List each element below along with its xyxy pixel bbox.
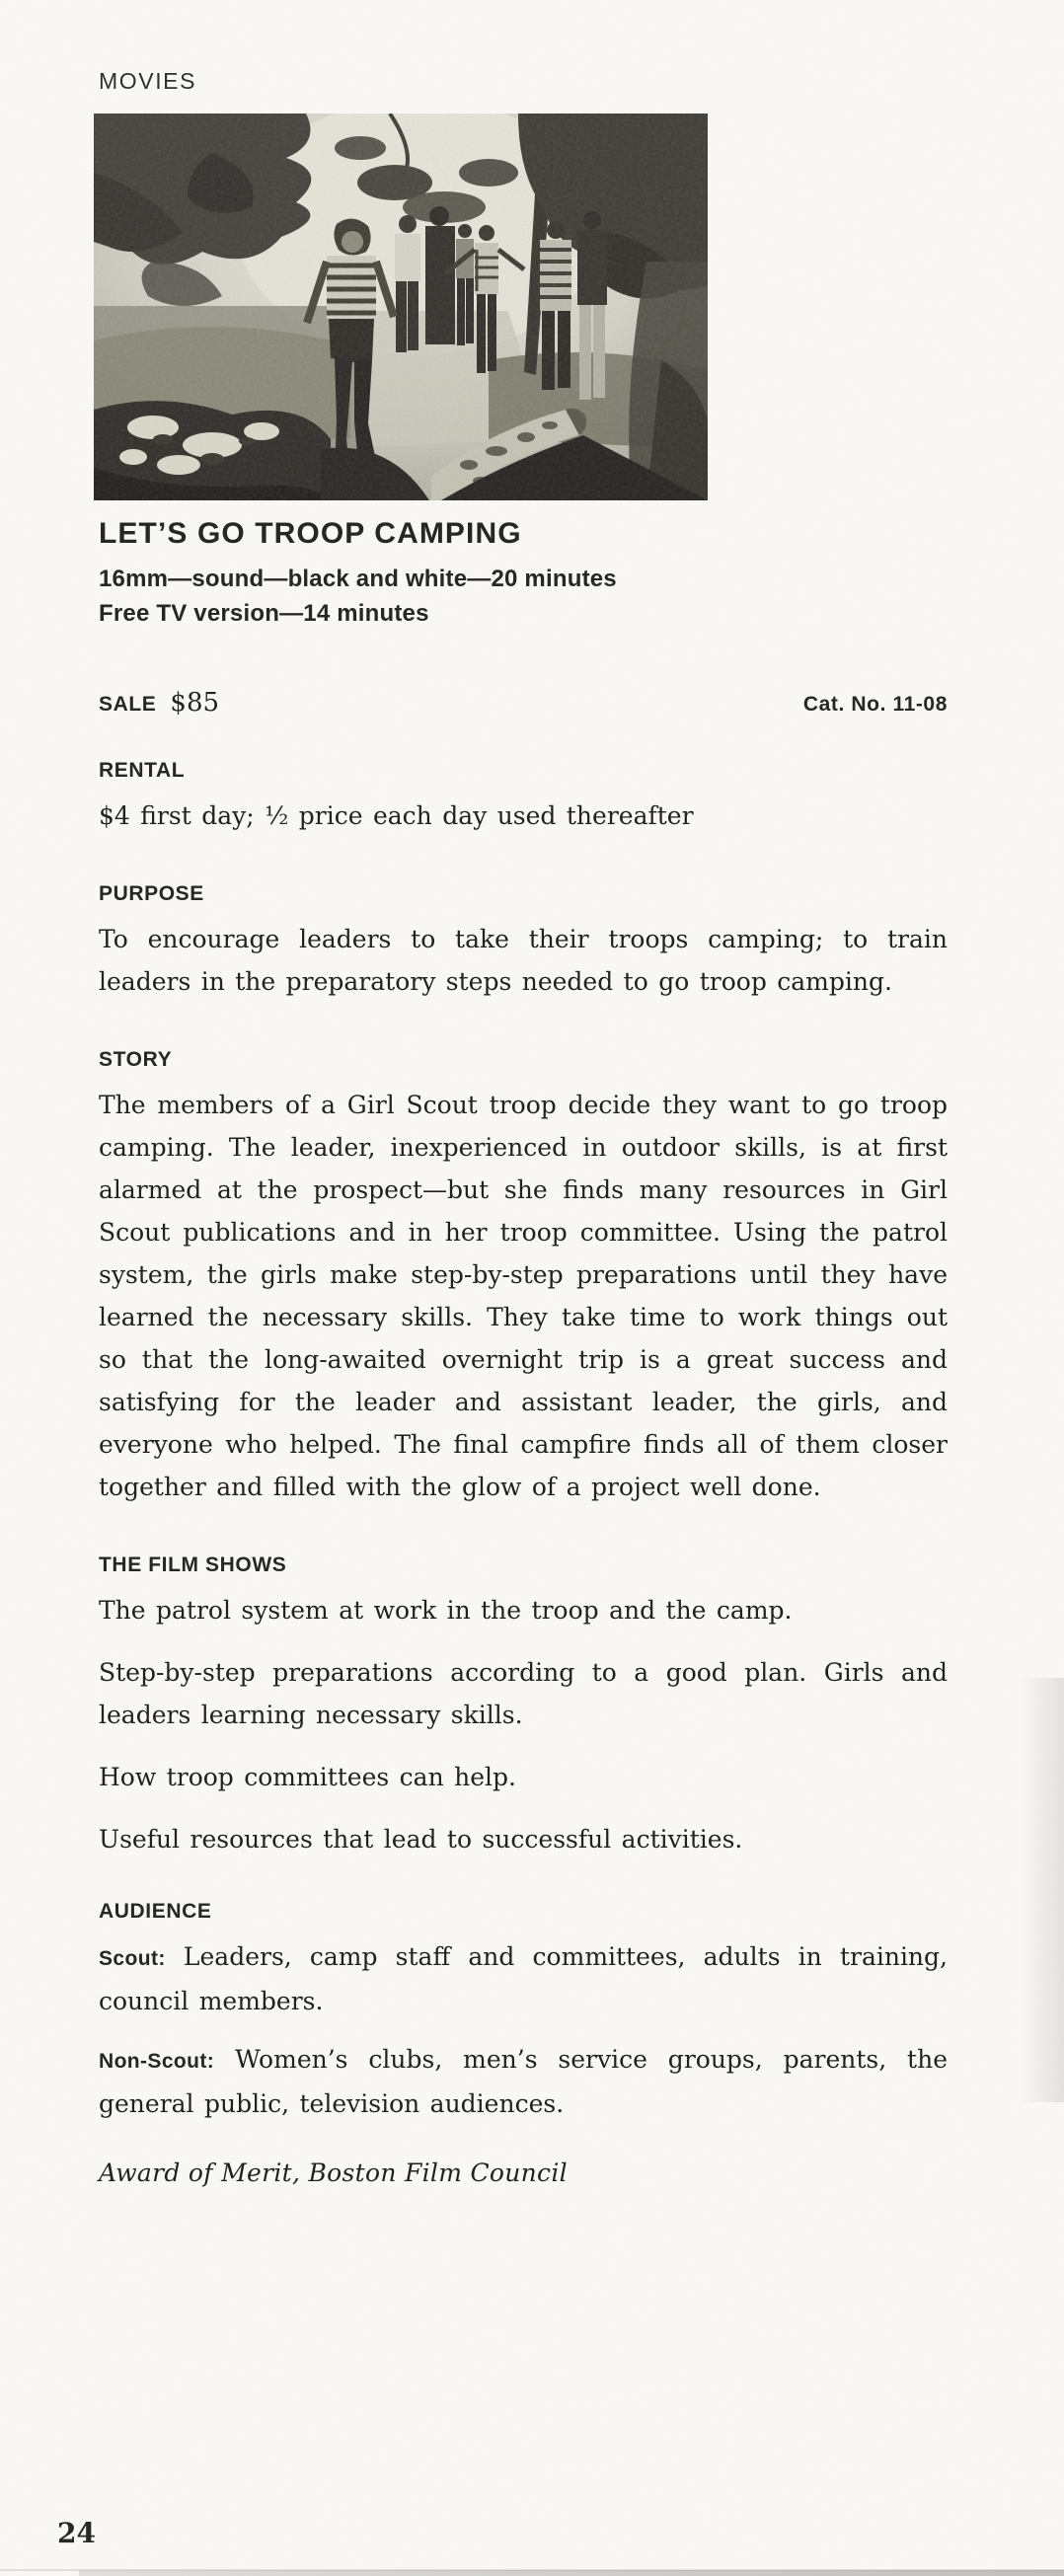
film-format-lines bbox=[99, 562, 948, 631]
rental-terms: $4 first day; ½ price each day used thereafter bbox=[99, 801, 694, 830]
film-title: LET’S GO TROOP CAMPING bbox=[99, 517, 522, 550]
rental-heading: RENTAL bbox=[99, 759, 186, 782]
film-shows-item: Useful resources that lead to successful activities. bbox=[99, 1825, 743, 1854]
scan-artifact-band bbox=[1019, 1678, 1064, 2102]
film-shows-item: The patrol system at work in the troop and the camp. bbox=[99, 1596, 793, 1625]
film-tv-version-line: Free TV version—14 minutes bbox=[99, 600, 429, 627]
scout-body: Leaders, camp staff and committees, adults in training, council members. bbox=[99, 1942, 948, 2015]
page-content bbox=[99, 67, 948, 2187]
film-shows-heading: THE FILM SHOWS bbox=[99, 1553, 287, 1576]
audience-non-scout bbox=[99, 2038, 948, 2125]
scan-artifact-bottom-edge bbox=[79, 2570, 1064, 2576]
scout-label: Scout: bbox=[99, 1947, 166, 1970]
catalog-number: Cat. No. 11-08 bbox=[802, 693, 948, 716]
film-shows-item: Step-by-step preparations according to a good plan. Girls and leaders learning necessary skills. bbox=[99, 1658, 948, 1729]
audience-heading: AUDIENCE bbox=[99, 1900, 212, 1923]
non-scout-body: Women’s clubs, men’s service groups, parents, the general public, television audiences. bbox=[99, 2045, 949, 2118]
audience-section bbox=[99, 1900, 948, 2125]
award-line: Award of Merit, Boston Film Council bbox=[99, 2159, 568, 2187]
page-number: 24 bbox=[57, 2517, 96, 2549]
audience-scout bbox=[99, 1935, 948, 2022]
story-heading: STORY bbox=[99, 1048, 173, 1071]
section-label: MOVIES bbox=[99, 68, 197, 94]
rental-section bbox=[99, 759, 948, 837]
sale-price: $85 bbox=[170, 688, 220, 718]
sale-label: SALE bbox=[99, 693, 157, 716]
purpose-section bbox=[99, 882, 948, 1003]
film-shows-item: How troop committees can help. bbox=[99, 1763, 516, 1791]
story-section bbox=[99, 1048, 948, 1508]
purpose-body: To encourage leaders to take their troops camping; to train leaders in the preparatory steps needed to go troop camping. bbox=[99, 925, 948, 996]
non-scout-label: Non-Scout: bbox=[99, 2050, 215, 2073]
film-shows-section bbox=[99, 1553, 948, 1860]
story-body: The members of a Girl Scout troop decide they want to go troop camping. The leader, inexperienced in outdoor skills, is at first alarmed at the prospect—but she finds many resources in Girl Scout publications and in her troop committee. Using the patrol system, the girls make step-by-step preparations until they have learned the necessary skills. They take time to work things out so that the long-awaited overnight trip is a great success and satisfying for the leader and assistant leader, the girls, and everyone who helped. The final campfire finds all of them closer together and filled with the glow of a project well done. bbox=[99, 1091, 948, 1501]
purpose-heading: PURPOSE bbox=[99, 882, 204, 905]
sale-row bbox=[99, 688, 948, 718]
film-still-photo bbox=[94, 114, 708, 500]
sale-info bbox=[99, 688, 219, 718]
film-format-line: 16mm—sound—black and white—20 minutes bbox=[99, 566, 617, 592]
